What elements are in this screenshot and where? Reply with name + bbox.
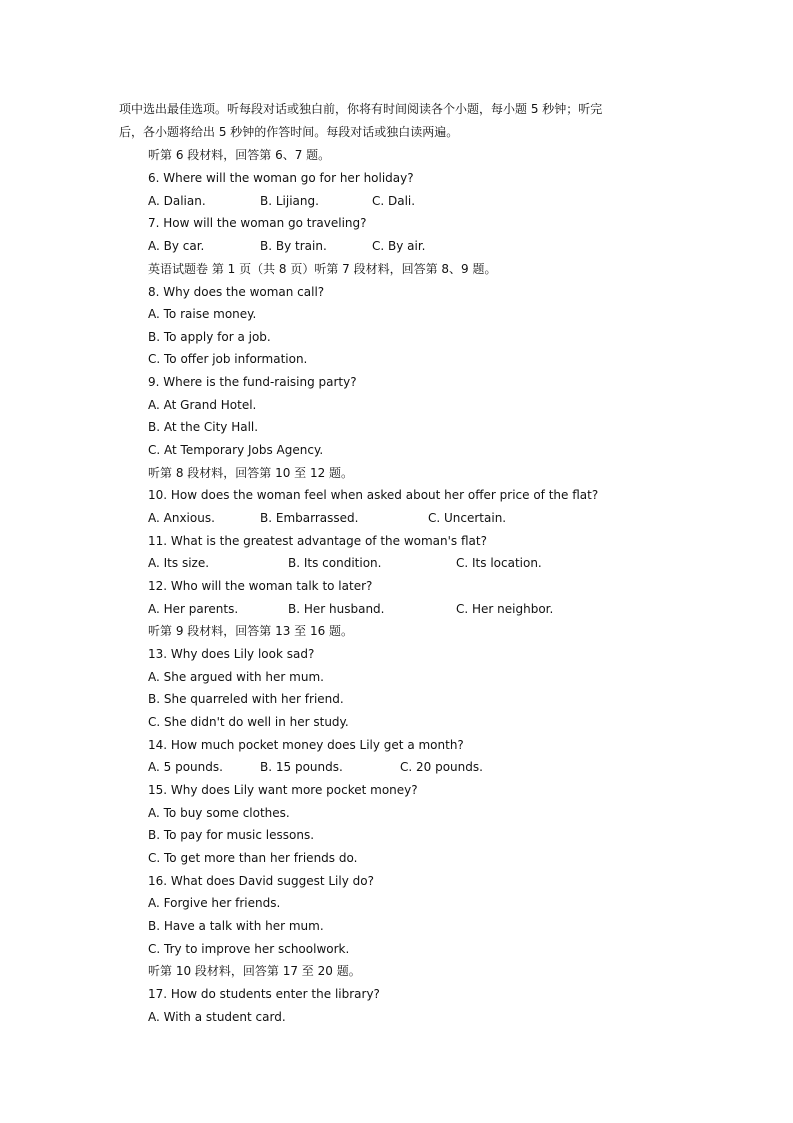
question-7: 7. How will the woman go traveling? <box>148 216 367 230</box>
option-11c: C. Its location. <box>456 556 542 570</box>
option-12b: B. Her husband. <box>288 602 385 616</box>
question-16: 16. What does David suggest Lily do? <box>148 874 374 888</box>
option-8c: C. To offer job information. <box>148 352 308 366</box>
question-11: 11. What is the greatest advantage of the woman's flat? <box>148 534 487 548</box>
intro-line-1: 项中选出最佳选项。听每段对话或独白前，你将有时间阅读各个小题，每小题 5 秒钟；听完 <box>119 102 603 116</box>
option-16c: C. Try to improve her schoolwork. <box>148 942 350 956</box>
option-14c: C. 20 pounds. <box>400 760 483 774</box>
question-9: 9. Where is the fund-raising party? <box>148 375 357 389</box>
option-10a: A. Anxious. <box>148 511 215 525</box>
question-10: 10. How does the woman feel when asked about her offer price of the flat? <box>148 488 599 502</box>
option-10b: B. Embarrassed. <box>260 511 359 525</box>
option-6b: B. Lijiang. <box>260 194 319 208</box>
option-11b: B. Its condition. <box>288 556 382 570</box>
option-15a: A. To buy some clothes. <box>148 806 290 820</box>
question-15: 15. Why does Lily want more pocket money? <box>148 783 418 797</box>
option-7c: C. By air. <box>372 239 426 253</box>
option-7b: B. By train. <box>260 239 327 253</box>
option-15b: B. To pay for music lessons. <box>148 828 315 842</box>
option-6c: C. Dali. <box>372 194 416 208</box>
option-15c: C. To get more than her friends do. <box>148 851 358 865</box>
question-13: 13. Why does Lily look sad? <box>148 647 315 661</box>
option-8a: A. To raise money. <box>148 307 257 321</box>
option-16b: B. Have a talk with her mum. <box>148 919 324 933</box>
option-16a: A. Forgive her friends. <box>148 896 281 910</box>
option-17a: A. With a student card. <box>148 1010 286 1024</box>
option-12a: A. Her parents. <box>148 602 239 616</box>
section-header-6: 听第 6 段材料，回答第 6、7 题。 <box>148 148 331 162</box>
section-header-7: 英语试题卷 第 1 页（共 8 页）听第 7 段材料，回答第 8、9 题。 <box>148 262 497 276</box>
section-header-9: 听第 9 段材料，回答第 13 至 16 题。 <box>148 624 354 638</box>
option-9c: C. At Temporary Jobs Agency. <box>148 443 324 457</box>
question-14: 14. How much pocket money does Lily get a month? <box>148 738 464 752</box>
option-13a: A. She argued with her mum. <box>148 670 324 684</box>
question-8: 8. Why does the woman call? <box>148 285 325 299</box>
option-7a: A. By car. <box>148 239 205 253</box>
option-10c: C. Uncertain. <box>428 511 507 525</box>
question-12: 12. Who will the woman talk to later? <box>148 579 373 593</box>
intro-line-2: 后，各小题将给出 5 秒钟的作答时间。每段对话或独白读两遍。 <box>119 125 459 139</box>
option-9b: B. At the City Hall. <box>148 420 259 434</box>
option-9a: A. At Grand Hotel. <box>148 398 257 412</box>
option-13c: C. She didn't do well in her study. <box>148 715 349 729</box>
question-6: 6. Where will the woman go for her holiday? <box>148 171 414 185</box>
section-header-8: 听第 8 段材料，回答第 10 至 12 题。 <box>148 466 354 480</box>
option-8b: B. To apply for a job. <box>148 330 271 344</box>
question-17: 17. How do students enter the library? <box>148 987 380 1001</box>
section-header-10: 听第 10 段材料，回答第 17 至 20 题。 <box>148 964 361 978</box>
option-12c: C. Her neighbor. <box>456 602 554 616</box>
option-13b: B. She quarreled with her friend. <box>148 692 344 706</box>
option-11a: A. Its size. <box>148 556 210 570</box>
option-14b: B. 15 pounds. <box>260 760 343 774</box>
option-6a: A. Dalian. <box>148 194 206 208</box>
option-14a: A. 5 pounds. <box>148 760 223 774</box>
